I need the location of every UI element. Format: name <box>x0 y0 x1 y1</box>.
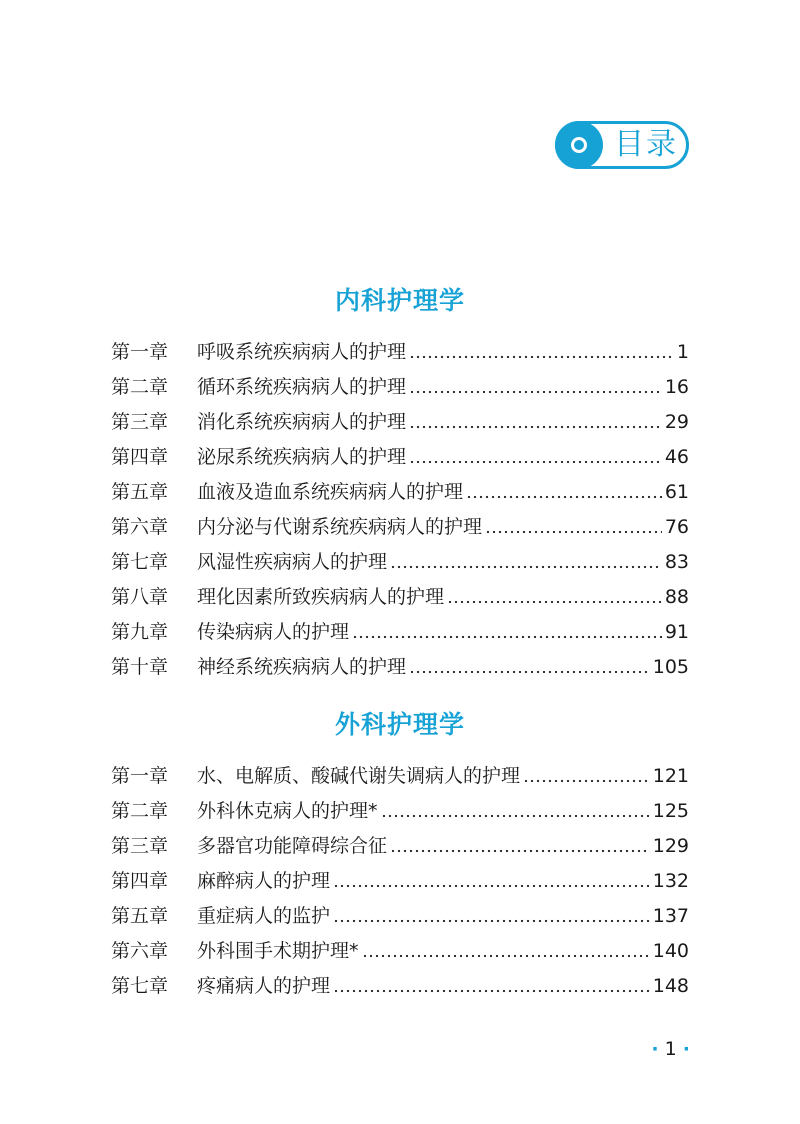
chapter-title: 风湿性疾病病人的护理 <box>197 551 388 573</box>
chapter-number: 第八章 <box>111 586 169 608</box>
chapter-title: 多器官功能障碍综合征 <box>197 835 388 857</box>
chapter-title: 神经系统疾病病人的护理 <box>197 656 407 678</box>
toc-entry[interactable] <box>111 864 689 899</box>
page-number: 91 <box>664 621 689 643</box>
toc-entry[interactable] <box>111 969 689 1004</box>
page-number: 132 <box>652 870 689 892</box>
page-number: 16 <box>664 376 689 398</box>
chapter-title: 麻醉病人的护理 <box>197 870 331 892</box>
chapter-number: 第一章 <box>111 341 169 363</box>
dot-leader <box>362 954 650 958</box>
page-number: 29 <box>664 411 689 433</box>
chapter-title: 消化系统疾病病人的护理 <box>197 411 407 433</box>
chapter-number: 第二章 <box>111 376 169 398</box>
chapter-title: 循环系统疾病病人的护理 <box>197 376 407 398</box>
dot-leader <box>409 390 662 394</box>
chapter-title: 重症病人的监护 <box>197 905 331 927</box>
section-title-internal-medicine: 内科护理学 <box>334 286 465 315</box>
dot-leader <box>409 425 662 429</box>
chapter-title: 血液及造血系统疾病病人的护理 <box>197 481 464 503</box>
toc-entry[interactable] <box>111 545 689 580</box>
dot-leader <box>523 779 650 783</box>
chapter-title: 传染病病人的护理 <box>197 621 350 643</box>
chapter-title: 外科围手术期护理* <box>197 940 359 962</box>
chapter-number: 第六章 <box>111 940 169 962</box>
chapter-number: 第七章 <box>111 975 169 997</box>
badge-title: 目录 <box>614 127 678 162</box>
chapter-number: 第六章 <box>111 516 169 538</box>
chapter-number: 第十章 <box>111 656 169 678</box>
chapter-number: 第三章 <box>111 835 169 857</box>
chapter-number: 第五章 <box>111 481 169 503</box>
dot-right: · <box>682 1038 690 1060</box>
page-number-value: 1 <box>664 1038 677 1060</box>
toc-entry[interactable] <box>111 759 689 794</box>
dot-leader <box>447 600 662 604</box>
dot-leader <box>352 635 662 639</box>
chapter-number: 第一章 <box>111 765 169 787</box>
toc-entry[interactable] <box>111 335 689 370</box>
toc-entry[interactable] <box>111 615 689 650</box>
dot-leader <box>485 530 662 534</box>
dot-leader <box>390 565 662 569</box>
chapter-title: 水、电解质、酸碱代谢失调病人的护理 <box>197 765 521 787</box>
page-number: 140 <box>652 940 689 962</box>
toc-entry[interactable] <box>111 794 689 829</box>
page-number: 137 <box>652 905 689 927</box>
toc-list-surgery <box>111 759 689 1004</box>
chapter-number: 第四章 <box>111 870 169 892</box>
toc-entry[interactable] <box>111 650 689 685</box>
dot-leader <box>409 460 662 464</box>
toc-entry[interactable] <box>111 829 689 864</box>
page-number: 88 <box>664 586 689 608</box>
page-number: 1 <box>676 341 689 363</box>
dot-leader <box>333 884 650 888</box>
chapter-number: 第三章 <box>111 411 169 433</box>
section-title-surgery: 外科护理学 <box>334 710 465 739</box>
toc-entry[interactable] <box>111 405 689 440</box>
toc-entry[interactable] <box>111 899 689 934</box>
dot-leader <box>333 919 650 923</box>
dot-leader <box>333 989 650 993</box>
dot-leader <box>409 670 650 674</box>
page-number: 105 <box>652 656 689 678</box>
toc-entry[interactable] <box>111 510 689 545</box>
toc-entry[interactable] <box>111 475 689 510</box>
chapter-title: 内分泌与代谢系统疾病病人的护理 <box>197 516 483 538</box>
chapter-number: 第七章 <box>111 551 169 573</box>
chapter-title: 疼痛病人的护理 <box>197 975 331 997</box>
toc-entry[interactable] <box>111 580 689 615</box>
toc-entry[interactable] <box>111 934 689 969</box>
chapter-number: 第二章 <box>111 800 169 822</box>
chapter-title: 外科休克病人的护理* <box>197 800 378 822</box>
toc-list-internal-medicine <box>111 335 689 685</box>
dot-left: · <box>651 1038 659 1060</box>
page-number-footer <box>630 1038 690 1060</box>
chapter-number: 第九章 <box>111 621 169 643</box>
page-number: 125 <box>652 800 689 822</box>
chapter-title: 泌尿系统疾病病人的护理 <box>197 446 407 468</box>
toc-entry[interactable] <box>111 370 689 405</box>
chapter-title: 理化因素所致疾病病人的护理 <box>197 586 445 608</box>
toc-entry[interactable] <box>111 440 689 475</box>
dot-leader <box>381 814 650 818</box>
page-number: 148 <box>652 975 689 997</box>
record-dot-icon <box>555 121 603 169</box>
chapter-title: 呼吸系统疾病病人的护理 <box>197 341 407 363</box>
dot-leader <box>409 355 672 359</box>
page-number: 83 <box>664 551 689 573</box>
page-number: 121 <box>652 765 689 787</box>
dot-leader <box>390 849 650 853</box>
toc-badge <box>555 121 689 169</box>
page-number: 129 <box>652 835 689 857</box>
page-number: 61 <box>664 481 689 503</box>
chapter-number: 第四章 <box>111 446 169 468</box>
page-number: 46 <box>664 446 689 468</box>
chapter-number: 第五章 <box>111 905 169 927</box>
page-number: 76 <box>664 516 689 538</box>
dot-leader <box>466 495 662 499</box>
